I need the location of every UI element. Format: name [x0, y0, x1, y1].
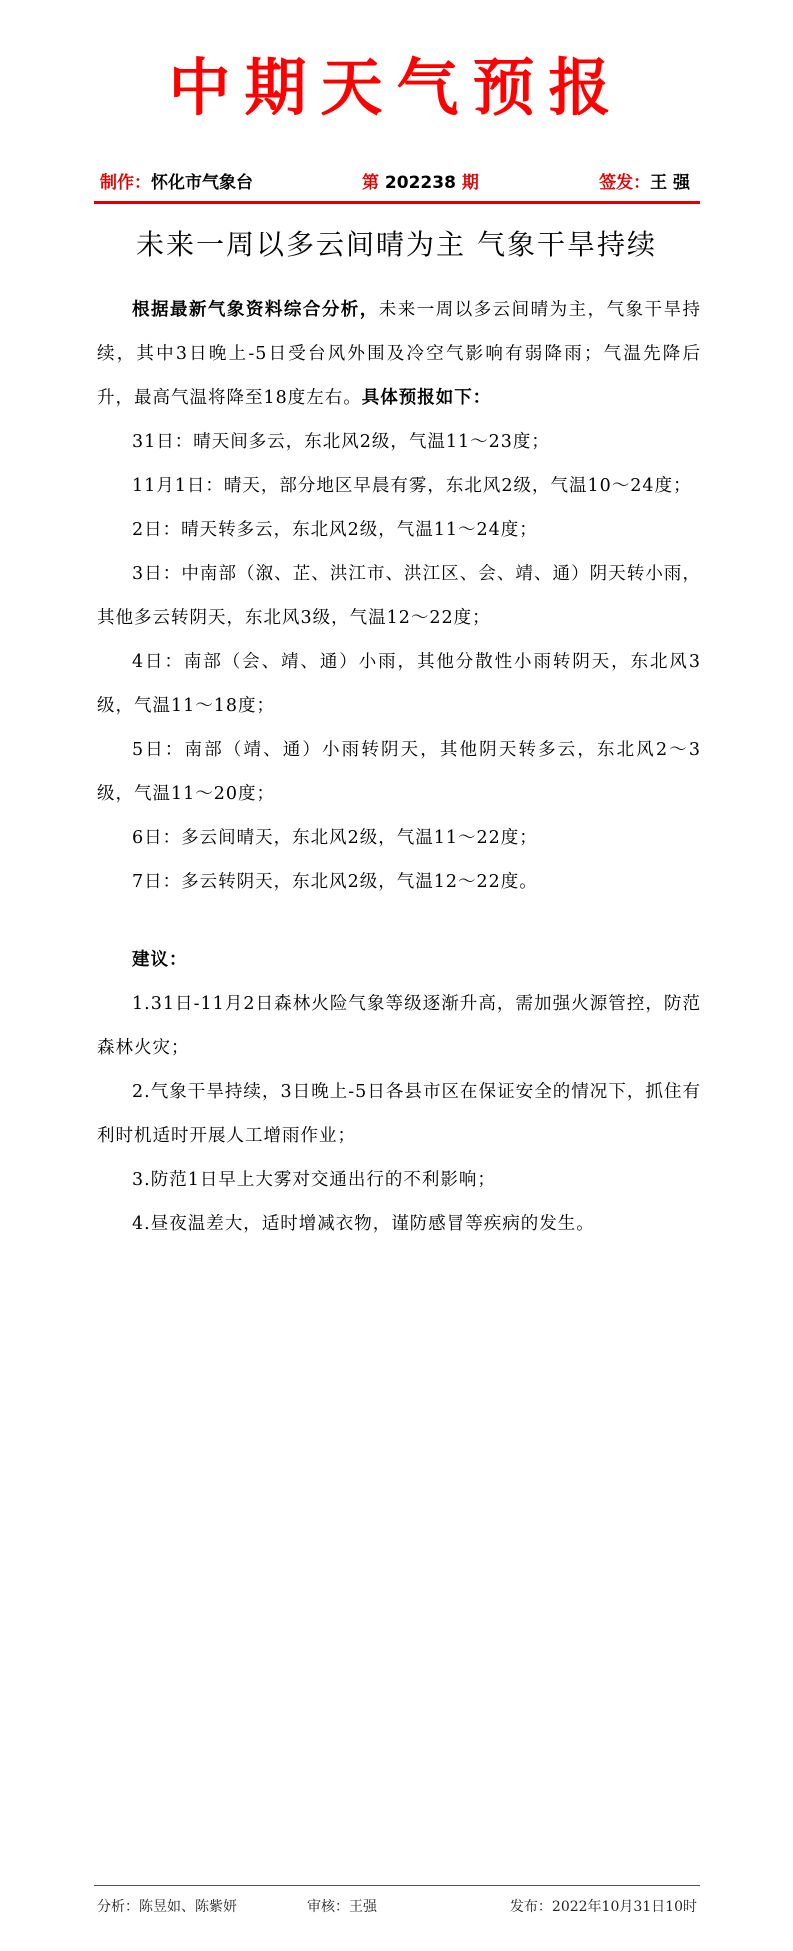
issue-prefix: 第: [362, 173, 379, 193]
summary-text: 未来一周以多云间晴为主，气象干旱持续，其中3日晚上-5日受台风外围及冷空气影响有弱降雨；气温先降后升，最高气温将降至18度左右。: [97, 300, 702, 408]
summary-paragraph: [97, 288, 701, 420]
footer-reviewer: 审核：王强: [307, 1899, 377, 1915]
forecast-day-1: 11月1日：晴天，部分地区早晨有雾，东北风2级，气温10～24度；: [132, 476, 692, 496]
advice-section: [97, 938, 701, 1246]
forecast-day-2: 2日：晴天转多云，东北风2级，气温11～24度；: [132, 520, 538, 540]
issue-number: 202238: [384, 173, 456, 193]
advice-title: 建议：: [132, 950, 188, 970]
forecast-day-4: 4日：南部（会、靖、通）小雨，其他分散性小雨转阴天，东北风3级，气温11～18度；: [97, 652, 701, 716]
summary-trail: 具体预报如下：: [361, 388, 492, 408]
signer-label: 签发：: [599, 173, 651, 193]
producer-label: 制作：: [100, 173, 151, 193]
document-footer: [97, 1895, 701, 1919]
forecast-day-5: 5日：南部（靖、通）小雨转阴天，其他阴天转多云，东北风2～3级，气温11～20度；: [97, 740, 701, 804]
page-headline: 未来一周以多云间晴为主 气象干旱持续: [136, 228, 657, 261]
forecast-day-31: 31日：晴天间多云，东北风2级，气温11～23度；: [132, 432, 550, 452]
footer-issued-time: 发布：2022年10月31日10时: [509, 1899, 697, 1915]
footer-analysts: 分析：陈昱如、陈紫妍: [97, 1899, 237, 1915]
summary-lead: 根据最新气象资料综合分析，: [132, 300, 379, 320]
masthead-title: 中期天气预报: [168, 51, 625, 124]
advice-item: 4.昼夜温差大，适时增减衣物，谨防感冒等疾病的发生。: [132, 1214, 595, 1234]
footer-divider: [94, 1885, 700, 1886]
producer-name: 怀化市气象台: [151, 173, 253, 193]
forecast-day-7: 7日：多云转阴天，东北风2级，气温12～22度。: [132, 872, 538, 892]
signer-name: 王 强: [650, 173, 690, 193]
issue-number-info: [362, 170, 479, 196]
advice-item: 1.31日-11月2日森林火险气象等级逐渐升高，需加强火源管控，防范森林火灾；: [97, 994, 701, 1058]
advice-item: 2.气象干旱持续，3日晚上-5日各县市区在保证安全的情况下，抓住有利时机适时开展人工增雨作业；: [97, 1082, 701, 1146]
forecast-day-3: 3日：中南部（溆、芷、洪江市、洪江区、会、靖、通）阴天转小雨，其他多云转阴天，东北风3级，气温12～22度；: [97, 564, 701, 628]
forecast-body: [97, 288, 701, 904]
forecast-day-6: 6日：多云间晴天，东北风2级，气温11～22度；: [132, 828, 538, 848]
signer-info: [599, 170, 690, 196]
header-divider: [94, 201, 700, 204]
producer-info: [100, 170, 253, 196]
advice-item: 3.防范1日早上大雾对交通出行的不利影响；: [132, 1170, 496, 1190]
issue-suffix: 期: [461, 173, 479, 193]
issue-meta-row: [100, 170, 700, 196]
